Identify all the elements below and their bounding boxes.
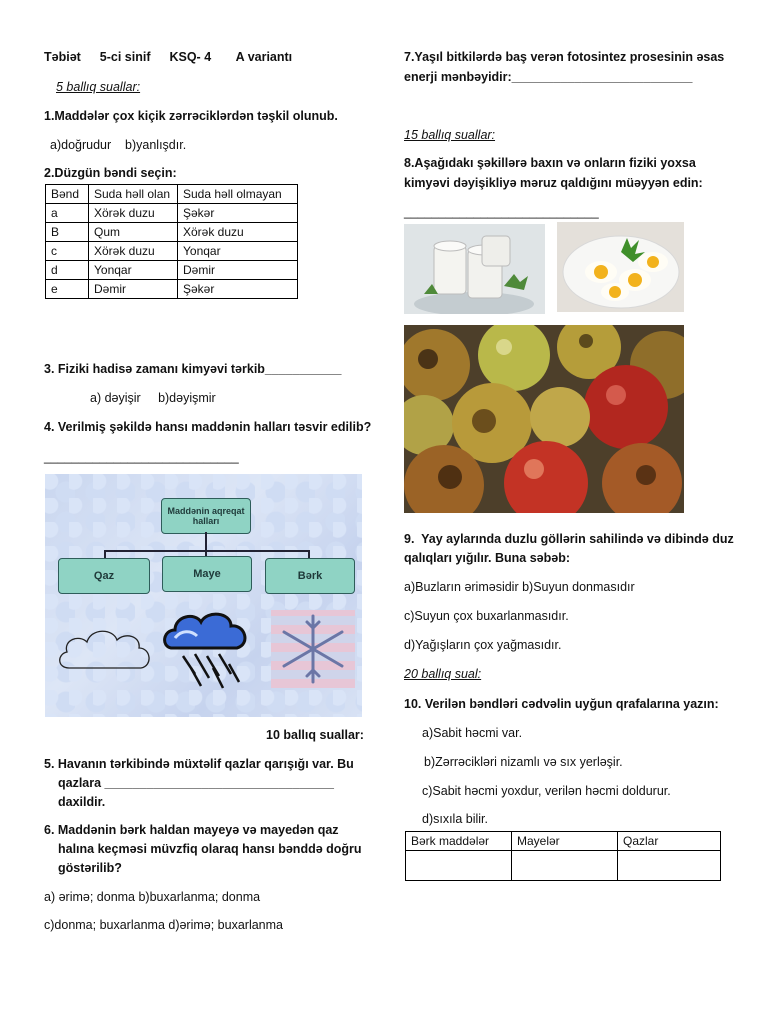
answer-cell-solids[interactable]	[406, 851, 512, 881]
table-cell: Dəmir	[89, 280, 178, 299]
table-row	[46, 242, 298, 261]
q3-options: a) dəyişir b)dəyişmir	[90, 391, 216, 405]
q1-options: a)doğrudur b)yanlışdır.	[50, 138, 187, 152]
table-header-cell: Suda həll olmayan	[178, 185, 298, 204]
q9-line1: 9. Yay aylarında duzlu göllərin sahilində və dibində duz	[404, 532, 734, 546]
q10-text: 10. Verilən bəndləri cədvəlin uyğun qrafalarına yazın:	[404, 697, 719, 711]
table-header-cell: Suda həll olan	[89, 185, 178, 204]
table-header-row	[46, 185, 298, 204]
table-row	[46, 223, 298, 242]
section-5-points: 5 ballıq suallar:	[56, 80, 141, 94]
q9-option-c: c)Suyun çox buxarlanmasıdır.	[404, 609, 569, 623]
table-cell: Yonqar	[178, 242, 298, 261]
table-cell: e	[46, 280, 89, 299]
yogurt-photo	[404, 224, 545, 314]
table-cell: Şəkər	[178, 204, 298, 223]
q10-d: d)sıxıla bilir.	[422, 812, 488, 826]
snowflake-icon	[271, 610, 355, 688]
subject: Təbiət	[44, 50, 81, 64]
diagram-solid-box: Bərk	[265, 558, 355, 594]
table-header-cell: Bərk maddələr	[406, 832, 512, 851]
q6-options-1: a) ərimə; donma b)buxarlanma; donma	[44, 890, 261, 904]
table-header-row	[406, 832, 721, 851]
q4-blank: ____________________________	[44, 450, 239, 464]
table-row	[46, 280, 298, 299]
boiled-eggs-photo	[557, 222, 684, 312]
table-header-cell: Qazlar	[618, 832, 721, 851]
q10-b: b)Zərrəcikləri nizamlı və sıx yerləşir.	[424, 755, 623, 769]
answer-cell-gases[interactable]	[618, 851, 721, 881]
table-cell: B	[46, 223, 89, 242]
q7-line2: enerji mənbəyidir:__________________________	[404, 70, 693, 84]
rotten-apples-photo	[404, 325, 684, 513]
worksheet-header	[44, 50, 292, 64]
diagram-top-box: Maddənin aqreqat halları	[161, 498, 251, 534]
q2-text: 2.Düzgün bəndi seçin:	[44, 166, 177, 180]
cloud-icon	[55, 620, 155, 680]
variant: A variantı	[235, 50, 293, 64]
table-cell: a	[46, 204, 89, 223]
grade: 5-ci sinif	[99, 50, 151, 64]
table-cell: Xörək duzu	[178, 223, 298, 242]
table-cell: Xörək duzu	[89, 242, 178, 261]
q6-options-2: c)donma; buxarlanma d)ərimə; buxarlanma	[44, 918, 283, 932]
q10-table	[405, 831, 721, 881]
q6-line1: 6. Maddənin bərk haldan mayeyə və mayedən qaz	[44, 823, 339, 837]
table-row	[46, 261, 298, 280]
table-header-cell: Bənd	[46, 185, 89, 204]
rain-cloud-icon	[161, 608, 251, 692]
q6-line2: halına keçməsi müvzfiq olaraq hansı bənddə doğru	[58, 842, 362, 856]
test-name: KSQ- 4	[169, 50, 212, 64]
q9-line2: qalıqları yığılır. Buna səbəb:	[404, 551, 571, 565]
q9-option-ab: a)Buzların əriməsidir b)Suyun donmasıdır	[404, 580, 635, 594]
q10-a: a)Sabit həcmi var.	[422, 726, 523, 740]
table-cell: c	[46, 242, 89, 261]
section-15-points: 15 ballıq suallar:	[404, 128, 496, 142]
q2-table	[45, 184, 298, 299]
table-cell: Şəkər	[178, 280, 298, 299]
q6-line3: göstərilib?	[58, 861, 122, 875]
q1-text: 1.Maddələr çox kiçik zərrəciklərdən təşkil olunub.	[44, 109, 338, 123]
table-cell: Xörək duzu	[89, 204, 178, 223]
q8-line1: 8.Aşağıdakı şəkillərə baxın və onların fiziki yoxsa	[404, 156, 696, 170]
table-row	[46, 204, 298, 223]
q10-c: c)Sabit həcmi yoxdur, verilən həcmi doldurur.	[422, 784, 671, 798]
q8-blank: ____________________________	[404, 205, 599, 219]
table-cell: Yonqar	[89, 261, 178, 280]
q8-line2: kimyəvi dəyişikliyə məruz qaldığını müəyyən edin:	[404, 176, 703, 190]
table-cell: d	[46, 261, 89, 280]
answer-cell-liquids[interactable]	[512, 851, 618, 881]
table-header-cell: Mayelər	[512, 832, 618, 851]
q5-line3: daxildir.	[58, 795, 106, 809]
diagram-liquid-box: Maye	[162, 556, 252, 592]
q3-text: 3. Fiziki hadisə zamanı kimyəvi tərkib___________	[44, 362, 342, 376]
table-cell: Qum	[89, 223, 178, 242]
table-row	[406, 851, 721, 881]
q9-option-d: d)Yağışların çox yağmasıdır.	[404, 638, 562, 652]
q7-line1: 7.Yaşıl bitkilərdə baş verən fotosintez prosesinin əsas	[404, 50, 725, 64]
diagram-gas-box: Qaz	[58, 558, 150, 594]
section-10-points: 10 ballıq suallar:	[266, 728, 364, 742]
table-cell: Dəmir	[178, 261, 298, 280]
q5-line2: qazlara _________________________________	[58, 776, 334, 790]
states-of-matter-diagram	[45, 474, 362, 717]
q5-line1: 5. Havanın tərkibində müxtəlif qazlar qarışığı var. Bu	[44, 757, 354, 771]
section-20-points: 20 ballıq sual:	[404, 667, 482, 681]
q4-text: 4. Verilmiş şəkildə hansı maddənin halları təsvir edilib?	[44, 420, 372, 434]
